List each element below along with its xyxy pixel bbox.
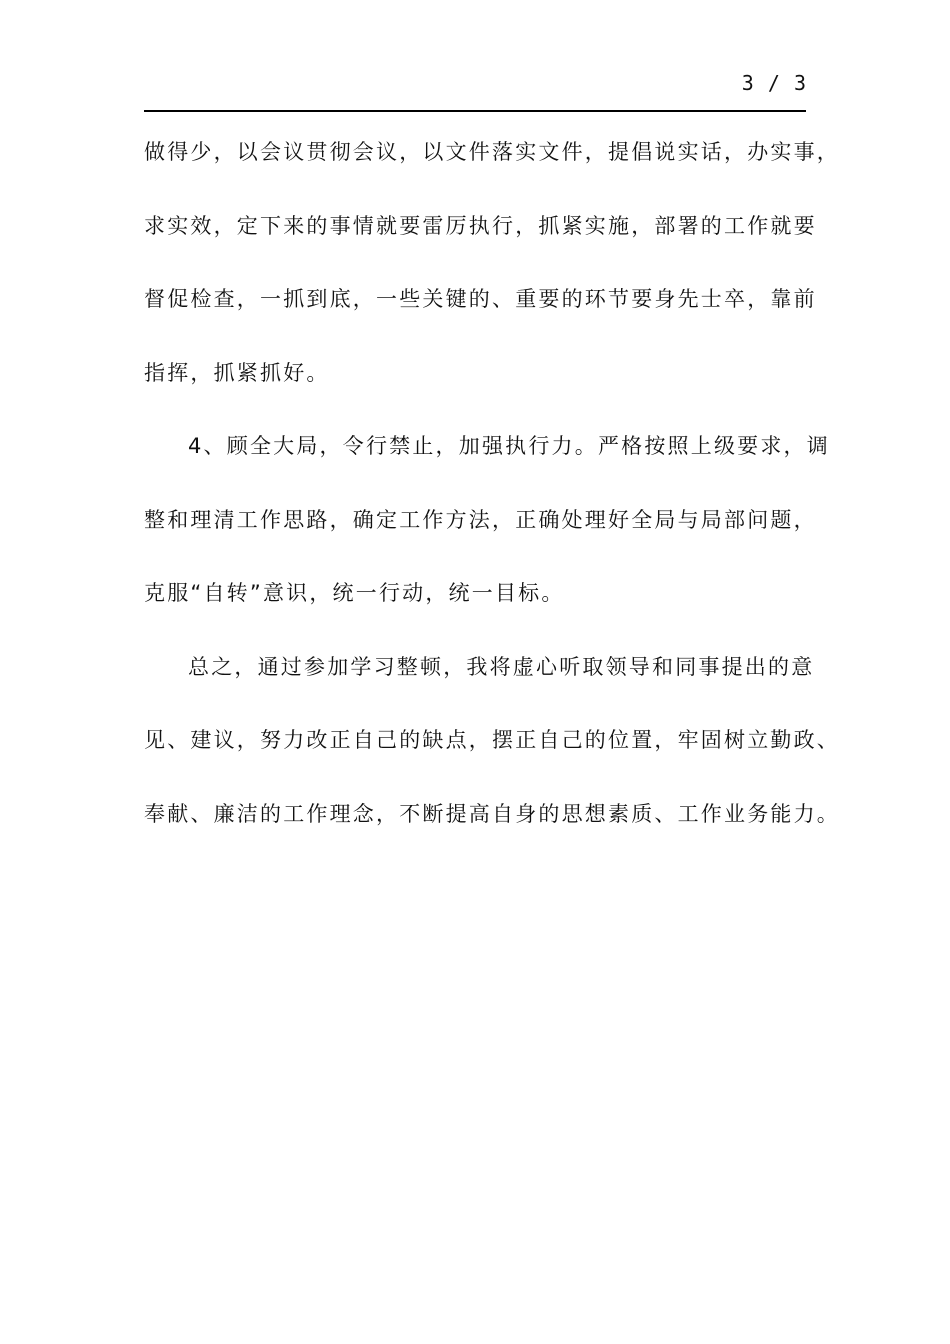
text-line: 奉献、廉洁的工作理念，不断提高自身的思想素质、工作业务能力。: [144, 801, 840, 826]
header-divider: [144, 110, 806, 112]
text-line: 督促检查，一抓到底，一些关键的、重要的环节要身先士卒，靠前: [144, 287, 817, 311]
text-line: 指挥，抓紧抓好。: [144, 360, 330, 385]
paragraph-start-line: 总之，通过参加学习整顿，我将虚心听取领导和同事提出的意: [188, 654, 815, 679]
page-number: 3 / 3: [741, 71, 807, 95]
text-line: 见、建议，努力改正自己的缺点，摆正自己的位置，牢固树立勤政、: [144, 728, 840, 752]
document-body: [144, 126, 840, 861]
text-line: 整和理清工作思路，确定工作方法，正确处理好全局与局部问题，: [144, 507, 817, 532]
text-line: 求实效，定下来的事情就要雷厉执行，抓紧实施，部署的工作就要: [144, 213, 817, 238]
text-line: 克服“自转”意识，统一行动，统一目标。: [144, 581, 565, 605]
text-line: 做得少，以会议贯彻会议，以文件落实文件，提倡说实话，办实事，: [144, 140, 840, 164]
paragraph-start-line: 4、顾全大局，令行禁止，加强执行力。严格按照上级要求，调: [188, 434, 830, 458]
